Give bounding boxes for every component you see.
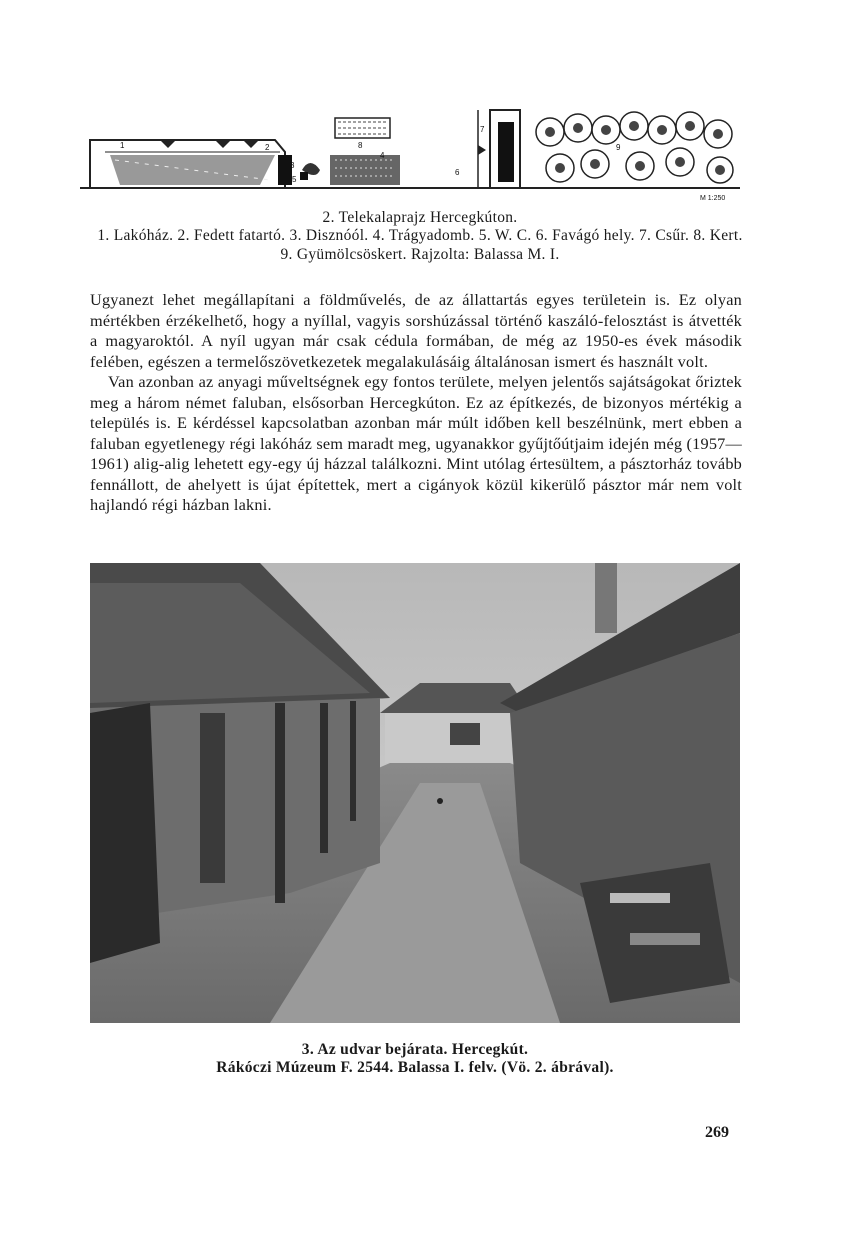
marker-4: 4 <box>380 151 385 160</box>
body-text <box>90 290 742 516</box>
marker-5: 5 <box>292 175 297 184</box>
plot-plan-figure <box>80 100 745 205</box>
figure-2-title: 2. Telekalaprajz Hercegkúton. <box>322 209 518 226</box>
page-number: 269 <box>705 1124 729 1141</box>
figure-2-legend: 1. Lakóház. 2. Fedett fatartó. 3. Disznóól. 4. Trágyadomb. 5. W. C. 6. Favágó hely. 7. Csűr. 8. Kert. 9. Gyümölcsöskert. Rajzolta: Balassa M. I. <box>97 227 743 263</box>
figure-3-caption-title: 3. Az udvar bejárata. Hercegkút. <box>301 1041 529 1058</box>
plot-plan-drawing <box>80 100 745 205</box>
courtyard-photo <box>90 563 740 1023</box>
marker-8: 8 <box>358 141 363 150</box>
paragraph-2: Van azonban az anyagi műveltségnek egy fontos területe, melyen jelentős sajátságokat őriztek meg a három német faluban, elsősorban Hercegkúton. Ez az építkezés, de bizonyos mértékig a település is. E kérdéssel kapcsolatban azonban már múlt időben kell beszélnünk, mert ebben a faluban egyetlenegy régi lakóház sem maradt meg, ugyanakkor gyűjtőútjaim idején még (1957—1961) alig-alig lehetett egy-egy új házzal találkozni. Mint utólag értesültem, a pásztorház tovább fennállott, de ahelyett is újat építettek, mert a cigányok közül kikerülő pásztor már nem volt hajlandó régi házban lakni. <box>90 372 742 514</box>
paragraph-1: Ugyanezt lehet megállapítani a földművelés, de az állattartás egyes területein is. Ez olyan mértékben érzékelhető, hogy a nyíllal, vagyis sorshúzással történő kaszáló-felosztást is átvették a magyaroktól. A nyíl ugyan már csak cédula formában, de még az 1950-es évek második felében, egészen a termelőszövetkezetek megalakulásáig általánosan ismert és használt volt. <box>90 290 742 371</box>
marker-7: 7 <box>480 125 485 134</box>
scale-label: M 1:250 <box>700 195 726 202</box>
marker-1: 1 <box>120 141 125 150</box>
marker-9: 9 <box>616 143 621 152</box>
figure-3-caption-source: Rákóczi Múzeum F. 2544. Balassa I. felv. (Vö. 2. ábrával). <box>216 1059 614 1076</box>
marker-2: 2 <box>265 143 270 152</box>
courtyard-photo-image <box>90 563 740 1023</box>
marker-6: 6 <box>455 168 460 177</box>
marker-3: 3 <box>290 161 295 170</box>
